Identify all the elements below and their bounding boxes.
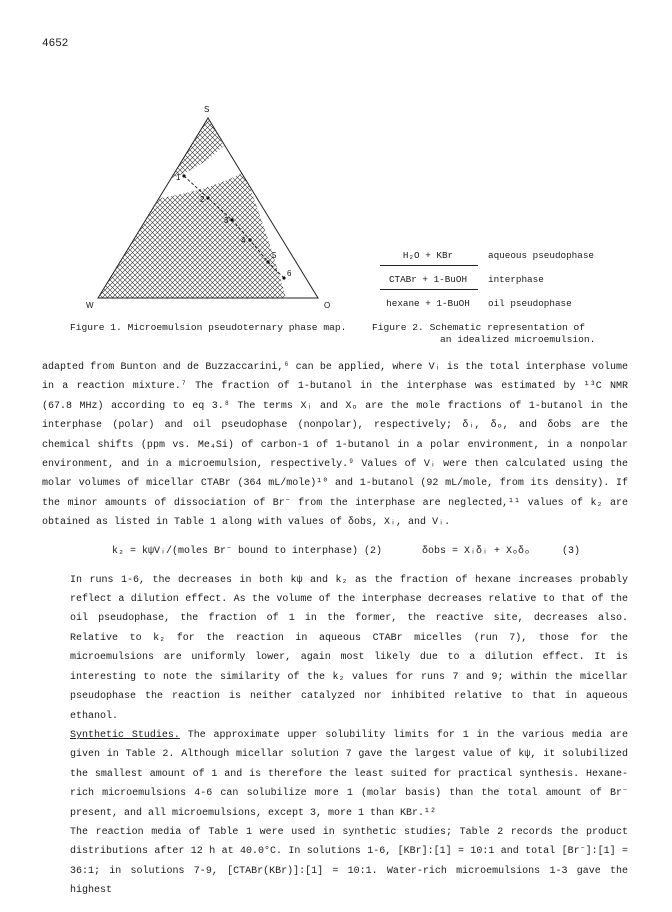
- point-1: [182, 174, 185, 177]
- point-3: [230, 218, 233, 221]
- aqueous-component: H₂O + KBr: [402, 250, 454, 261]
- point-2: [206, 196, 209, 199]
- oil-description: oil pseudophase: [488, 298, 572, 309]
- point-6: [282, 276, 285, 279]
- body-text: [42, 358, 628, 901]
- divider-lower: [380, 289, 478, 290]
- figure2-caption-line1: Figure 2. Schematic representation of: [372, 322, 586, 333]
- equation-2: k₂ = kψVᵢ/(moles Br⁻ bound to interphase): [112, 545, 359, 557]
- point-label-3: 3: [224, 216, 229, 225]
- paragraph-2: In runs 1-6, the decreases in both kψ and k₂ as the fraction of hexane increases probably reflect a dilution effect. As the volume of the interphase decreases relative to that of the oil pseudophase, the fraction of 1 in the former, the reactive site, decreases also. Relative to k₂ for the reaction in aqueous CTABr micelles (run 7), those for the microemulsions are uniformly lower, again most likely due to a dilution effect. It is interesting to note the similarity of the k₂ values for runs 7 and 9; within the micellar pseudophase the reaction is neither catalyzed nor inhibited relative to that in aqueous ethanol.: [70, 574, 628, 722]
- page-number: 4652: [42, 38, 69, 50]
- figure2-caption: [372, 322, 595, 346]
- point-label-4: 4: [241, 236, 246, 245]
- interphase-component: CTABr + 1-BuOH: [388, 274, 468, 285]
- vertex-label-s: S: [204, 105, 210, 114]
- figure2-caption-line2: an idealized microemulsion.: [440, 334, 596, 345]
- point-label-2: 2: [200, 195, 205, 204]
- section-heading: Synthetic Studies.: [70, 729, 180, 741]
- figure1-caption: Figure 1. Microemulsion pseudoternary phase map.: [70, 322, 347, 333]
- paragraph-3-text: The approximate upper solubility limits for 1 in the various media are given in Table 2. Although micellar solution 7 gave the largest value of kψ, it solubilized the smallest amount of 1 and is therefore the least suited for practical synthesis. Hexane-rich microemulsions 4-6 can solubilize more 1 (molar basis) than the total amount of Br⁻ present, and all microemulsions, except 3, more 1 than KBr.¹²: [70, 729, 628, 819]
- point-label-1: 1: [176, 173, 181, 182]
- paragraph-1: adapted from Bunton and de Buzzaccarini,⁶ can be applied, where Vᵢ is the total interphase volume in a reaction mixture.⁷ The fraction of 1-butanol in the interphase was estimated by ¹³C NMR (67.8 MHz) according to eq 3.⁸ The terms Xᵢ and Xₒ are the mole fractions of 1-butanol in the interphase (polar) and oil pseudophase (nonpolar), respectively; δᵢ, δₒ, and δobs are the chemical shifts (ppm vs. Me₄Si) of carbon-1 of 1-butanol in a polar environment, in a nonpolar environment, and in a microemulsion, respectively.⁹ Values of Vᵢ were then calculated using the molar volumes of micellar CTABr (364 mL/mole)¹⁰ and 1-butanol (92 mL/mole, from its density). If the minor amounts of dissociation of Br⁻ from the interphase are neglected,¹¹ values of k₂ are obtained as listed in Table 1 along with values of δobs, Xᵢ, and Vᵢ.: [42, 362, 628, 529]
- vertex-label-w: W: [86, 301, 94, 310]
- paragraph-4: The reaction media of Table 1 were used in synthetic studies; Table 2 records the product distributions after 12 h at 40.0°C. In solutions 1-6, [KBr]:[1] = 10:1 and total [Br⁻]:[1] = 36:1; in solutions 7-9, [CTABr(KBr)]:[1] = 10:1. Water-rich microemulsions 1-3 gave the highest: [70, 826, 628, 897]
- paragraph-3: [42, 726, 628, 823]
- equation-2-number: (2): [364, 545, 383, 557]
- aqueous-description: aqueous pseudophase: [488, 250, 595, 261]
- oil-component: hexane + 1-BuOH: [386, 298, 470, 309]
- equation-3: δobs = Xᵢδᵢ + Xₒδₒ: [422, 545, 531, 557]
- point-label-5: 5: [272, 251, 277, 260]
- point-label-6: 6: [287, 269, 292, 278]
- divider-upper: [380, 265, 478, 266]
- point-4: [248, 238, 251, 241]
- equation-3-number: (3): [562, 545, 581, 557]
- phase-map-figure: [60, 100, 360, 320]
- interphase-description: interphase: [488, 274, 544, 285]
- point-5: [266, 260, 269, 263]
- equation-block: [42, 533, 628, 571]
- vertex-label-o: O: [324, 301, 331, 310]
